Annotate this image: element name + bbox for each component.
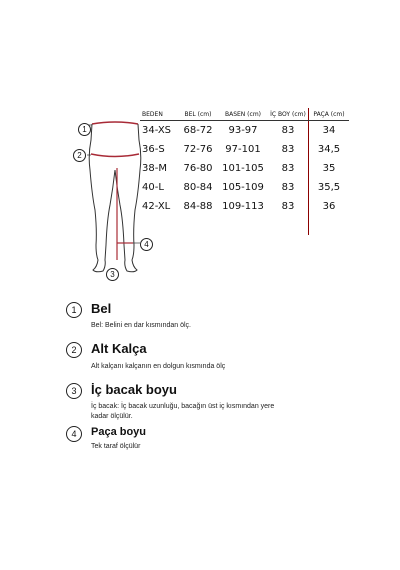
table-row [140,140,349,159]
cell-hem: 34,5 [317,144,341,155]
legend-title: Alt Kalça [91,341,147,356]
marker-3: 3 [106,268,119,281]
header-beden: BEDEN [140,108,178,121]
legend-description: kadar ölçülür. [91,413,133,420]
header-basen: BASEN (cm) [218,108,268,121]
cell-hip: 97-101 [225,144,261,155]
cell-hem: 35 [322,163,336,174]
legend-title: Paça boyu [91,426,147,438]
table-row [140,178,349,197]
cell-inseam: 83 [268,121,309,141]
hip-line [91,154,139,157]
header-bel: BEL (cm) [178,108,218,121]
table-spacer-row [140,216,349,235]
cell-hip: 105-109 [222,182,264,193]
legend-title: Bel [91,301,112,316]
table-row [140,121,349,141]
cell-size: 40-L [142,182,164,193]
cell-waist: 84-88 [183,201,213,212]
cell-hem: 35,5 [317,182,341,193]
legend-number: 2 [66,342,82,358]
cell-hem: 34 [322,125,336,136]
cell-size: 42-XL [142,201,171,212]
header-paca: PAÇA (cm) [309,108,350,121]
legend-description: İç bacak: İç bacak uzunluğu, bacağın üst iç kısmından yere [91,403,275,410]
cell-waist: 68-72 [183,125,213,136]
legend-description: Alt kalçanı kalçanın en dolgun kısmında ölç [91,363,226,370]
legend-description: Bel: Belini en dar kısmından ölç. [91,322,191,329]
table-row [140,159,349,178]
cell-waist: 76-80 [183,163,213,174]
cell-size: 36-S [142,144,165,155]
cell-inseam: 83 [268,140,309,159]
cell-hip: 101-105 [222,163,264,174]
cell-inseam: 83 [268,159,309,178]
legend-description: Tek taraf ölçülür [91,443,141,450]
legend-number: 1 [66,302,82,318]
cell-hem: 36 [322,201,336,212]
marker-2: 2 [73,149,86,162]
cell-hip: 93-97 [228,125,258,136]
cell-inseam: 83 [268,197,309,216]
legend-title: İç bacak boyu [91,382,177,397]
cell-size: 34-XS [142,125,172,136]
legend-number: 3 [66,383,82,399]
waist-line [92,122,138,124]
size-table [140,108,349,235]
cell-waist: 72-76 [183,144,213,155]
table-header-row [140,108,349,121]
header-ic-boy: İÇ BOY (cm) [268,108,309,121]
cell-size: 38-M [142,163,167,174]
legend-number: 4 [66,426,82,442]
cell-inseam: 83 [268,178,309,197]
cell-waist: 80-84 [183,182,213,193]
table-row [140,197,349,216]
marker-1: 1 [78,123,91,136]
marker-4: 4 [140,238,153,251]
cell-hip: 109-113 [222,201,264,212]
